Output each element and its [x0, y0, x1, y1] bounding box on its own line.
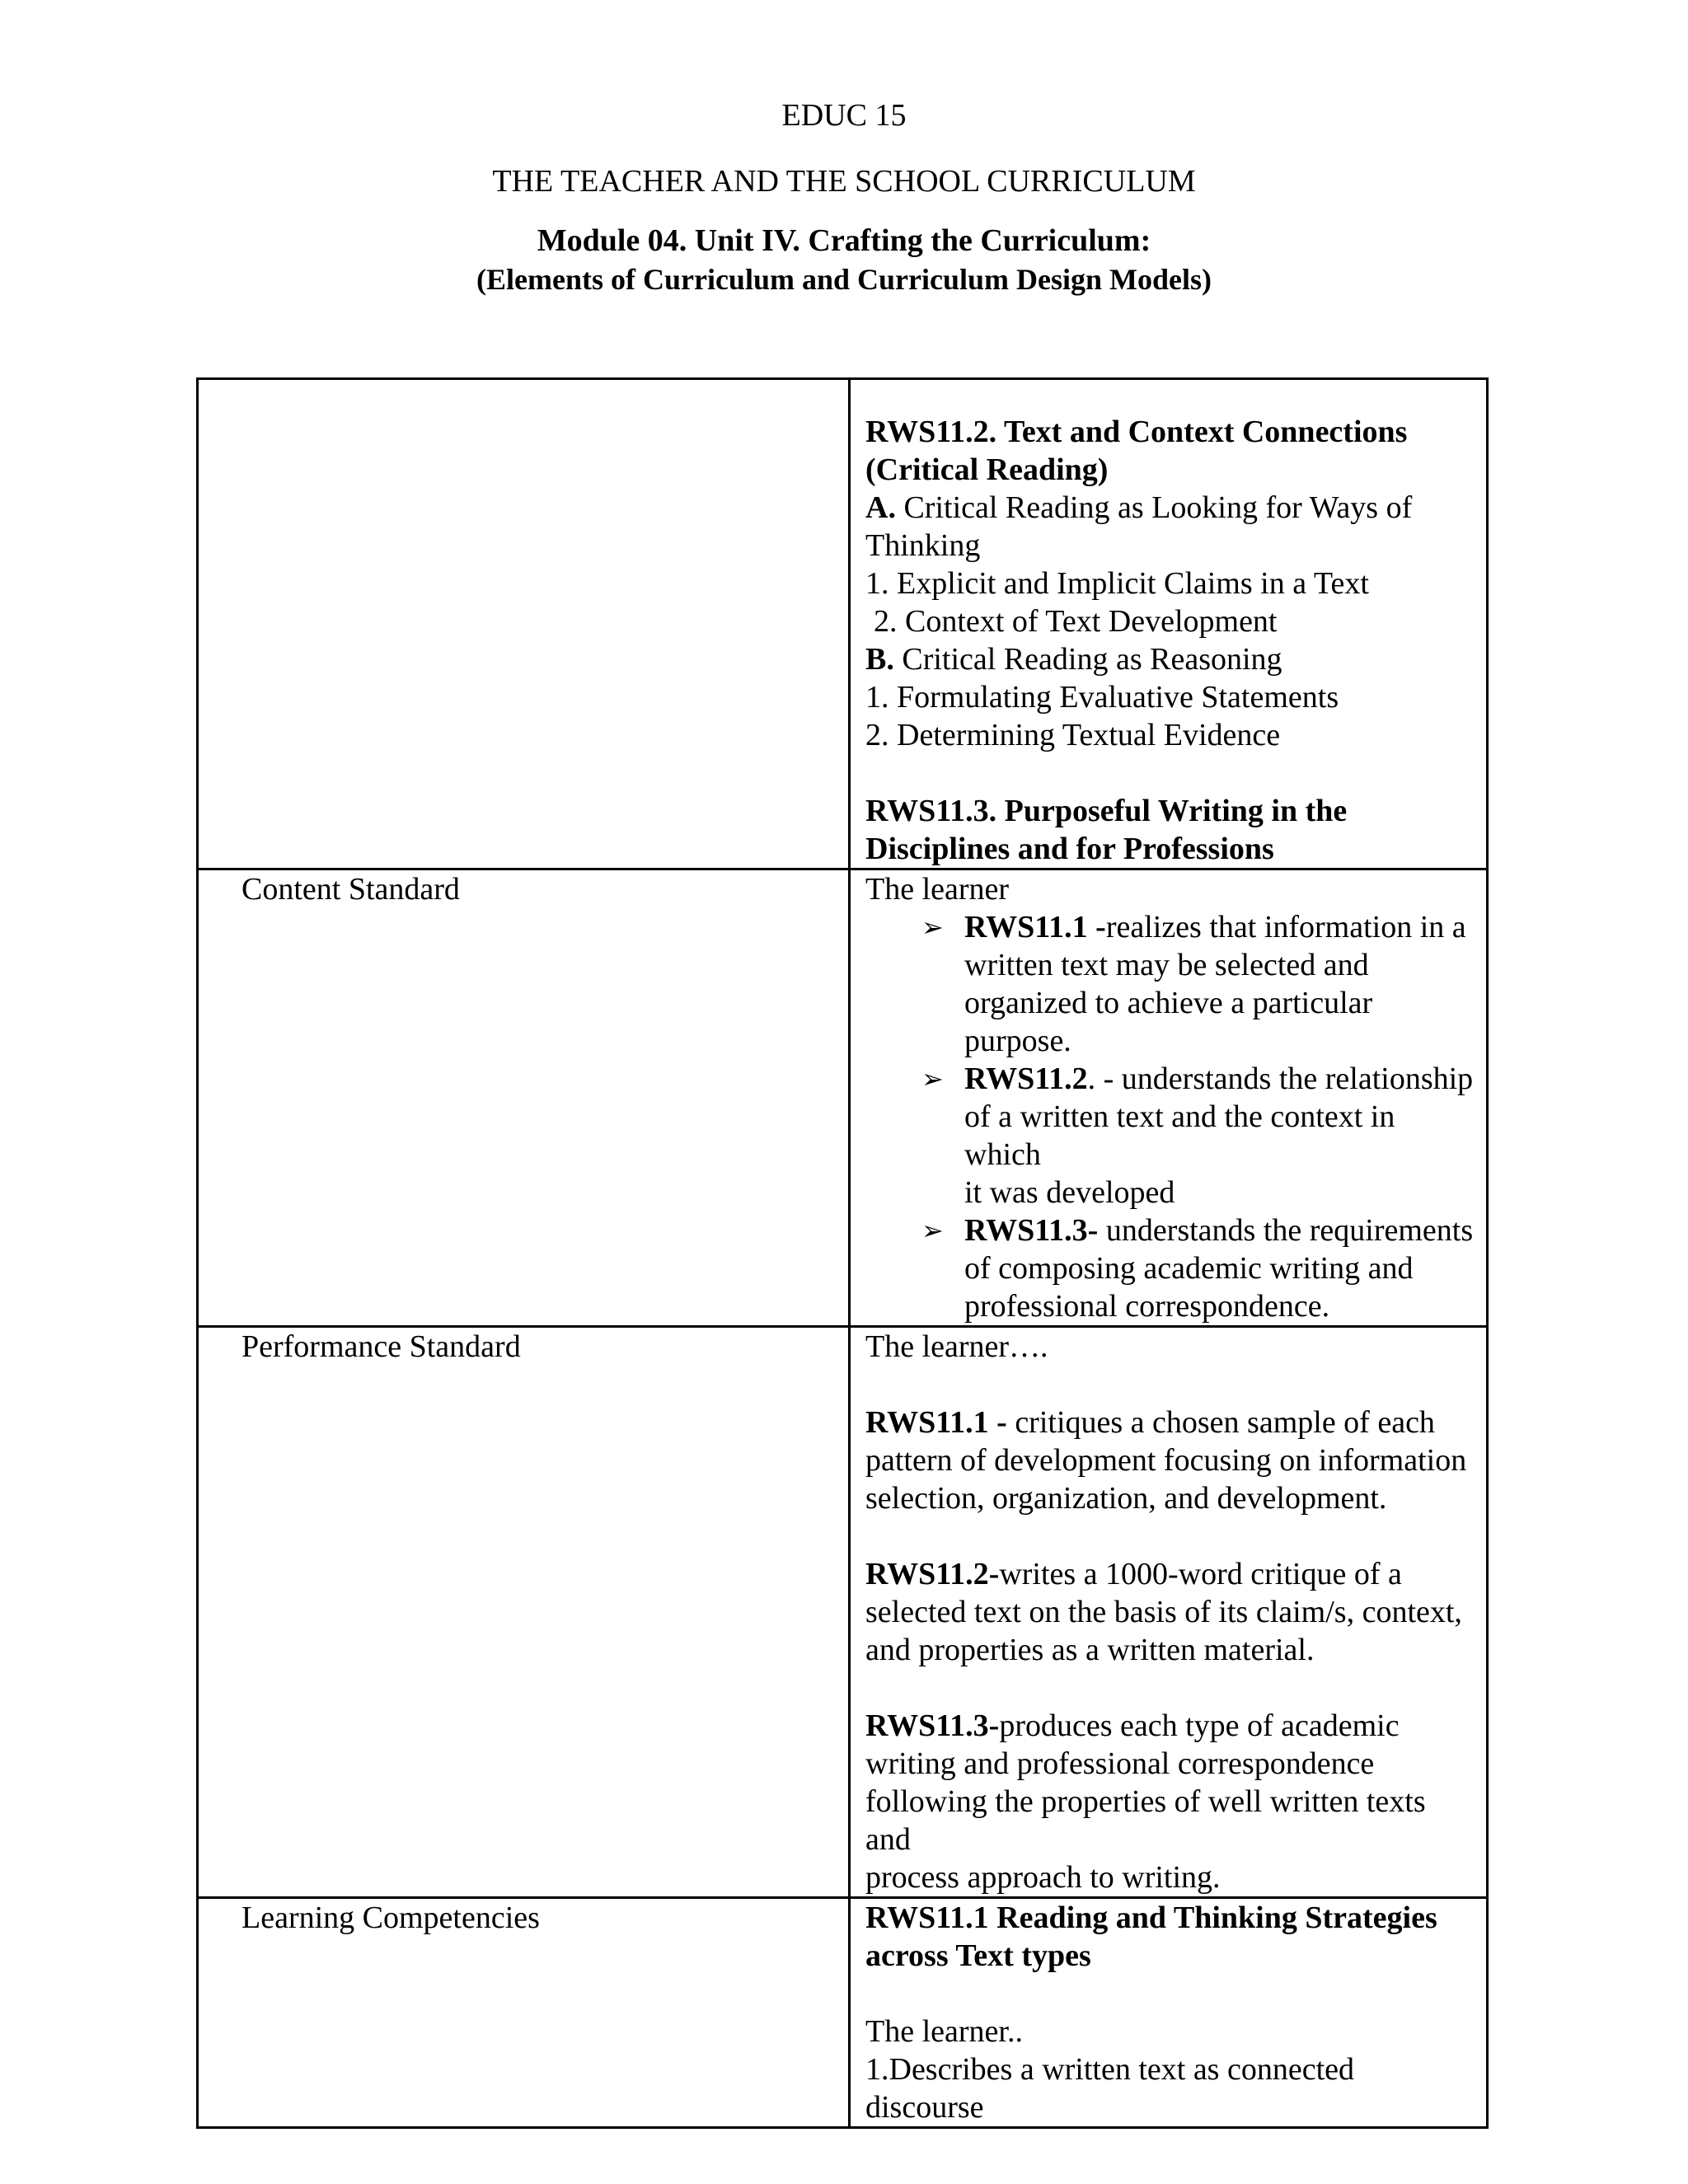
- intro-text: The learner: [865, 872, 1010, 907]
- row-content: [850, 1327, 1488, 1898]
- row-label: Learning Competencies: [198, 1898, 850, 2128]
- row-content: [850, 379, 1488, 869]
- list-item: 2. Determining Textual Evidence: [865, 718, 1281, 752]
- intro-text: The learner..: [865, 2014, 1023, 2049]
- module-heading: Module 04. Unit IV. Crafting the Curriculum:: [537, 223, 1151, 258]
- row-label: Performance Standard: [198, 1327, 850, 1898]
- rws113-title: RWS11.3. Purposeful Writing in the: [865, 794, 1348, 828]
- row-content: [850, 869, 1488, 1327]
- arrow-bullet-icon: ➢: [921, 1215, 944, 1246]
- list-item: ➢ RWS11.1 -realizes that information in a written text may be selected and organized to achieve a particular purpose.: [921, 910, 1466, 1058]
- table-row: [198, 1898, 1488, 2128]
- standard-paragraph: RWS11.1 - critiques a chosen sample of each pattern of development focusing on information selection, organization, and development.: [865, 1405, 1467, 1516]
- course-title: THE TEACHER AND THE SCHOOL CURRICULUM: [492, 164, 1196, 199]
- list-item: ➢ RWS11.2. - understands the relationship of a written text and the context in which it was developed: [921, 1062, 1474, 1210]
- standard-paragraph: RWS11.2-writes a 1000-word critique of a selected text on the basis of its claim/s, context, and properties as a written material.: [865, 1557, 1462, 1667]
- table-row: [198, 1327, 1488, 1898]
- rws113-subtitle: Disciplines and for Professions: [865, 832, 1274, 866]
- row-label: [198, 379, 850, 869]
- list-item: 1. Explicit and Implicit Claims in a Text: [865, 566, 1369, 601]
- module-subtitle: (Elements of Curriculum and Curriculum Design Models): [476, 263, 1212, 296]
- intro-text: The learner….: [865, 1329, 1048, 1364]
- list-item: 2. Context of Text Development: [874, 604, 1278, 639]
- table-row: [198, 379, 1488, 869]
- row-label: Content Standard: [198, 869, 850, 1327]
- curriculum-table: [196, 377, 1489, 2129]
- section-b: B. Critical Reading as Reasoning: [865, 642, 1282, 677]
- arrow-bullet-icon: ➢: [921, 1063, 944, 1094]
- section-a-cont: Thinking: [865, 528, 981, 563]
- competency-title: RWS11.1 Reading and Thinking Strategies: [865, 1900, 1437, 1935]
- arrow-bullet-icon: ➢: [921, 912, 944, 943]
- standard-paragraph: RWS11.3-produces each type of academic writing and professional correspondence following the properties of well written texts and process approach to writing.: [865, 1708, 1426, 1895]
- competency-subtitle: across Text types: [865, 1938, 1091, 1973]
- list-item: 1.Describes a written text as connected discourse: [865, 2052, 1354, 2125]
- course-code: EDUC 15: [781, 98, 907, 133]
- standards-list: [865, 908, 1476, 1325]
- rws112-subtitle: (Critical Reading): [865, 452, 1109, 487]
- section-a: A. Critical Reading as Looking for Ways of: [865, 490, 1413, 525]
- table-row: [198, 869, 1488, 1327]
- row-content: [850, 1898, 1488, 2128]
- list-item: ➢ RWS11.3- understands the requirements of composing academic writing and professional correspondence.: [921, 1213, 1474, 1324]
- rws112-title: RWS11.2. Text and Context Connections: [865, 415, 1408, 449]
- list-item: 1. Formulating Evaluative Statements: [865, 680, 1339, 715]
